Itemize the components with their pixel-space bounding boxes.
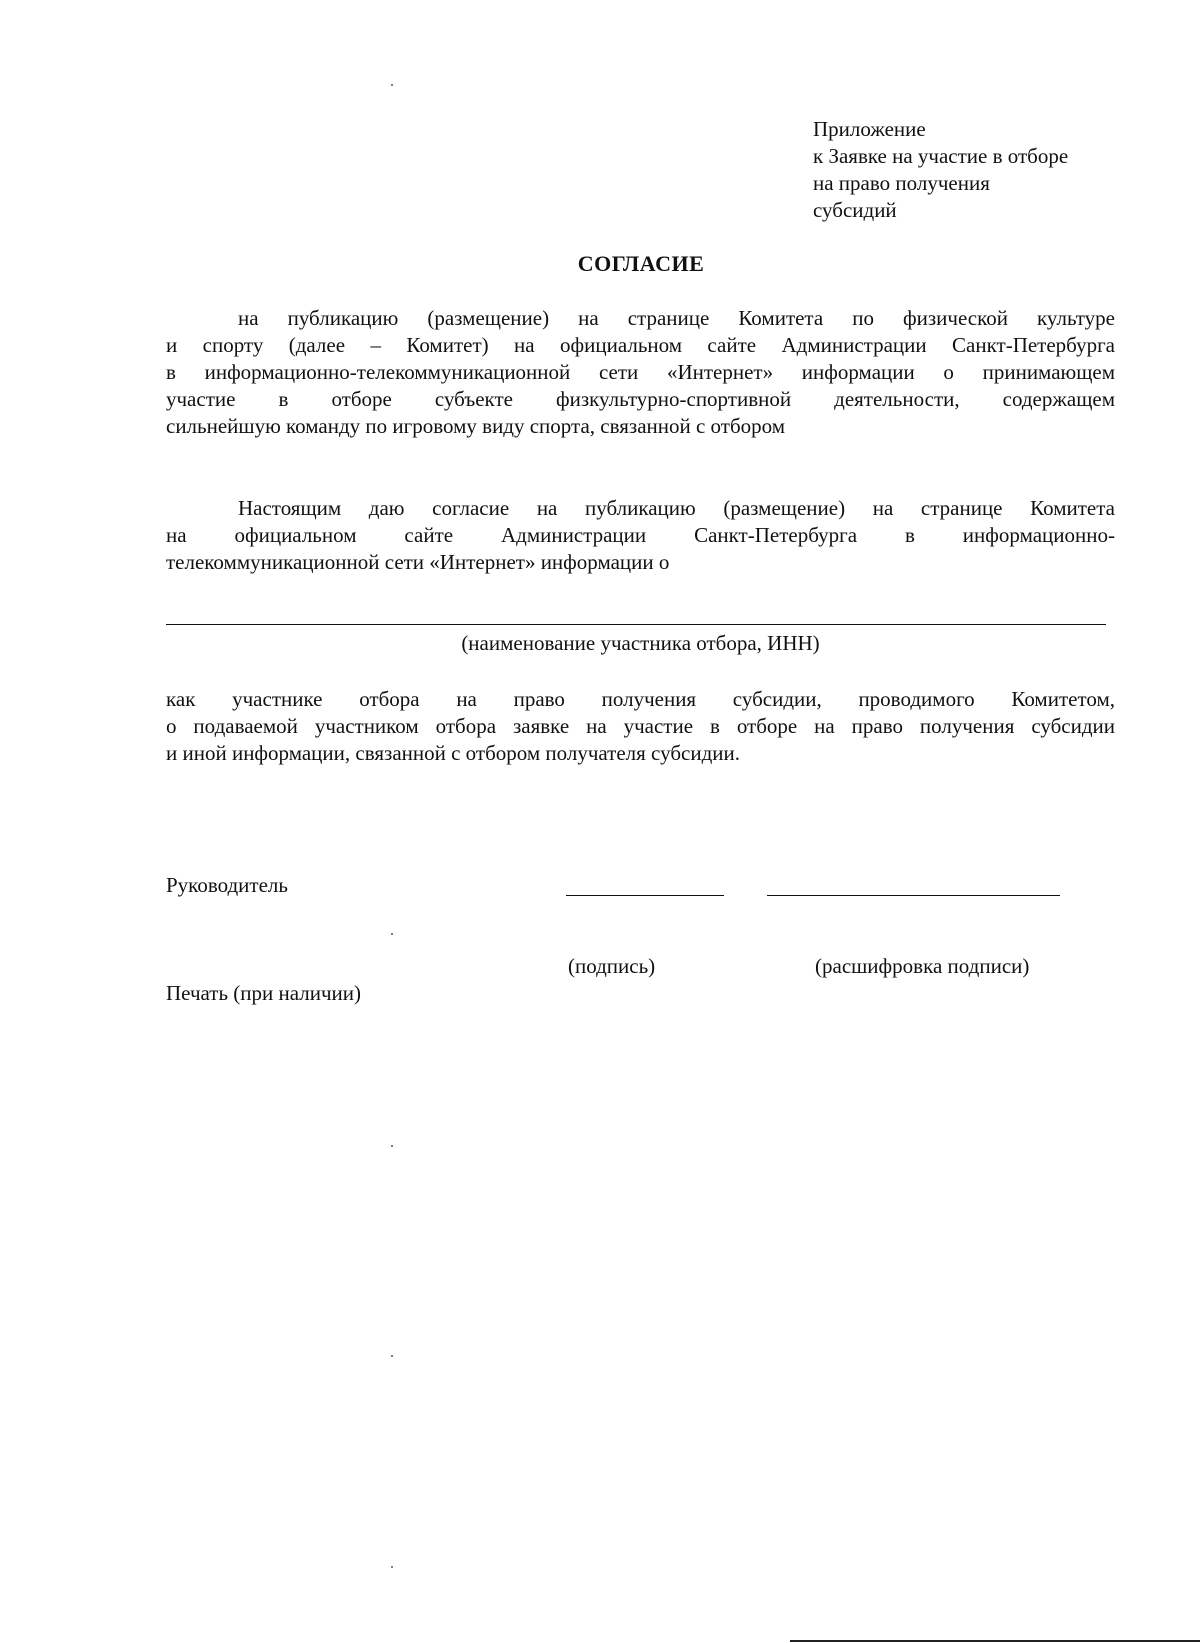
scan-speck: [391, 84, 393, 86]
intro-paragraph: [166, 305, 1115, 440]
scan-speck: [391, 1145, 393, 1147]
scan-speck: [391, 1355, 393, 1357]
intro-line: сильнейшую команду по игровому виду спорта, связанной с отбором: [166, 414, 786, 438]
consent-line: телекоммуникационной сети «Интернет» информации о: [166, 550, 670, 574]
document-title: СОГЛАСИЕ: [577, 251, 705, 276]
intro-line: и спорту (далее – Комитет) на официальном сайте Администрации Санкт-Петербурга: [166, 333, 1115, 357]
participant-paragraph: [166, 686, 1115, 767]
participant-line: и иной информации, связанной с отбором получателя субсидии.: [166, 741, 740, 765]
annex-line: субсидий: [813, 198, 897, 222]
intro-line: в информационно-телекоммуникационной сети «Интернет» информации о принимающем: [166, 360, 1115, 384]
stamp-label: Печать (при наличии): [166, 981, 362, 1005]
signature-line[interactable]: [566, 895, 724, 896]
signature-caption: (подпись): [568, 954, 656, 978]
scan-speck: [391, 1566, 393, 1568]
consent-paragraph: [166, 495, 1115, 576]
scan-speck: [391, 933, 393, 935]
signature-decode-caption: (расшифровка подписи): [815, 954, 1030, 978]
annex-line: к Заявке на участие в отборе: [813, 144, 1069, 168]
participant-line: как участнике отбора на право получения субсидии, проводимого Комитетом,: [166, 687, 1115, 711]
annex-line: Приложение: [813, 117, 926, 141]
head-label: Руководитель: [166, 873, 288, 897]
consent-line: на официальном сайте Администрации Санкт-Петербурга в информационно-: [166, 523, 1115, 547]
page-edge-rule: [790, 1640, 1200, 1642]
signature-decode-line[interactable]: [767, 895, 1060, 896]
annex-line: на право получения: [813, 171, 990, 195]
participant-line: о подаваемой участником отбора заявке на участие в отборе на право получения субсидии: [166, 714, 1115, 738]
annex-block: [813, 116, 1143, 224]
consent-line: Настоящим даю согласие на публикацию (размещение) на странице Комитета: [238, 496, 1115, 520]
participant-name-line[interactable]: [166, 624, 1106, 625]
participant-caption: (наименование участника отбора, ИНН): [461, 631, 820, 655]
intro-line: на публикацию (размещение) на странице Комитета по физической культуре: [238, 306, 1115, 330]
intro-line: участие в отборе субъекте физкультурно-спортивной деятельности, содержащем: [166, 387, 1115, 411]
